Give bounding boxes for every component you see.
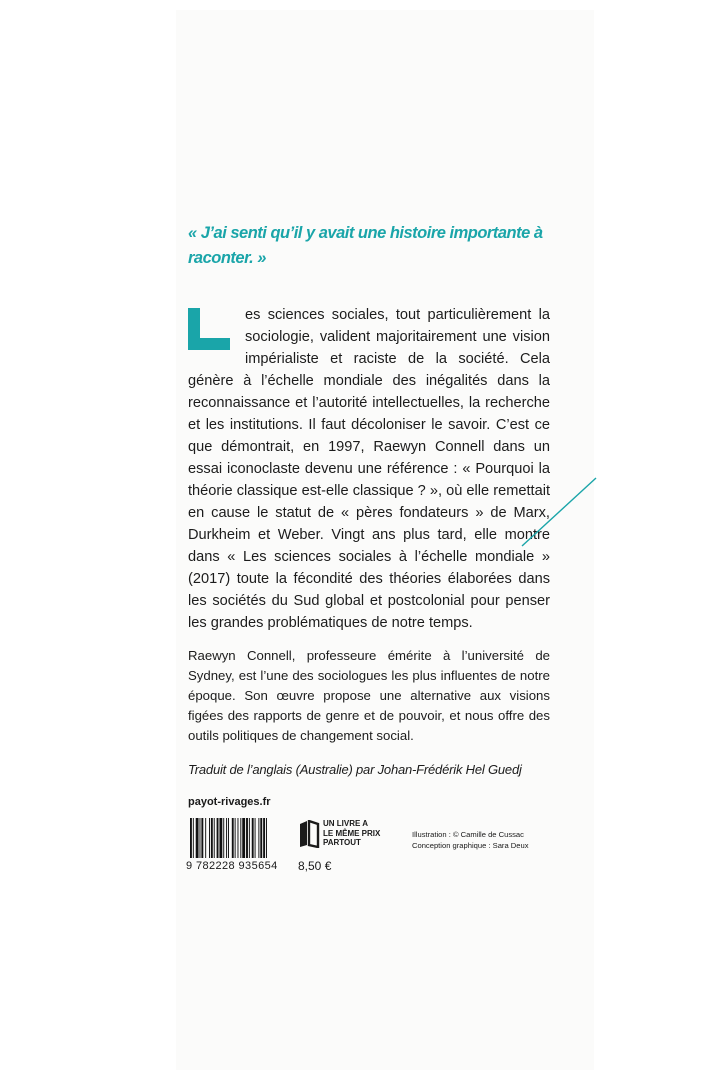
credit-line: Conception graphique : Sara Deux [412, 841, 529, 850]
translator-credit: Traduit de l’anglais (Australie) par Johan-Frédérik Hel Guedj [188, 762, 522, 777]
summary-text [188, 304, 550, 634]
book-price-logo-icon [298, 820, 320, 848]
barcode-icon [190, 818, 294, 858]
dropcap-l-icon [188, 308, 240, 350]
accent-line-icon [520, 476, 598, 548]
isbn-number: 9 782228 935654 [186, 860, 278, 872]
credit-line: Illustration : © Camille de Cussac [412, 830, 524, 839]
price-label-line: UN LIVRE A [323, 819, 369, 828]
author-bio: Raewyn Connell, professeure émérite à l’université de Sydney, est l’une des sociologues les plus influentes de notre époque. Son œuvre propose une alternative aux visions figées des rapports de genre et de pouvoir, et nous offre des outils politiques de changement social. [188, 648, 550, 743]
credits [412, 829, 529, 851]
summary-body: es sciences sociales, tout particulièrement la sociologie, valident majoritairement une vision impérialiste et raciste de la société. Cela génère à l’échelle mondiale des inégalités dans la reconnaissance et l’autorité intellectuelles, la recherche et les institutions. Il faut décoloniser le savoir. C’est ce que démontrait, en 1997, Raewyn Connell dans un essai iconoclaste devenu une référence : « Pourquoi la théorie classique est-elle classique ? », où elle remettait en cause le statut de « pères fondateurs » de Marx, Durkheim et Weber. Vingt ans plus tard, elle montre dans « Les sciences sociales à l’échelle mondiale » (2017) toute la fécondité des théories élaborées dans les sociétés du Sud global et postcolonial pour penser les grandes problématiques de notre temps. [188, 307, 550, 631]
price-label [323, 819, 380, 848]
pull-quote: « J’ai senti qu’il y avait une histoire importante à raconter. » [188, 224, 543, 267]
price-label-line: PARTOUT [323, 838, 361, 847]
price-label-line: LE MÊME PRIX [323, 828, 381, 838]
price: 8,50 € [298, 859, 332, 873]
publisher-website[interactable]: payot-rivages.fr [188, 796, 271, 808]
